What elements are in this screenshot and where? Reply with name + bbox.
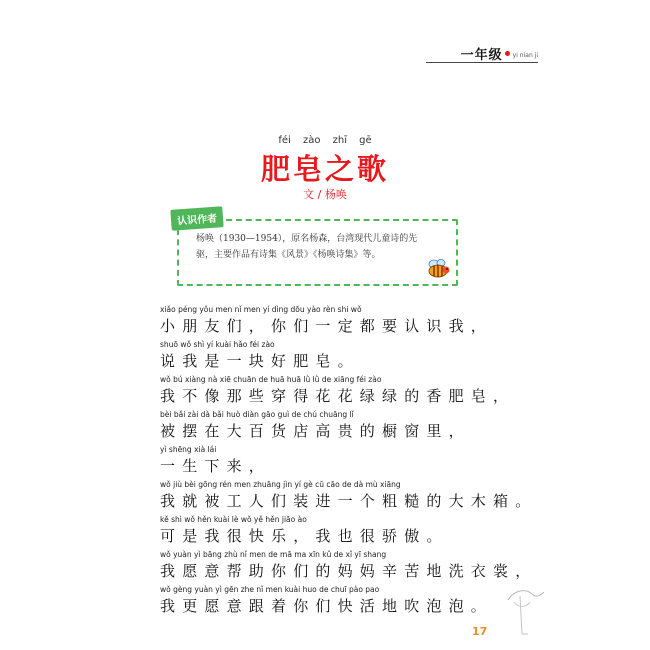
- poem-line: [160, 339, 480, 374]
- header-divider: [426, 62, 538, 63]
- poem-line: [160, 409, 480, 444]
- poem-line: [160, 374, 516, 409]
- poem-line-pinyin: bèi bǎi zài dà bǎi huò diàn gāo guì de chú chuāng lǐ: [160, 410, 354, 419]
- poem-line-pinyin: wǒ yuàn yì bāng zhù nǐ men de mā ma xīn kǔ de xǐ yī shang: [160, 550, 387, 559]
- poem-line-text: 我愿意帮助你们的妈妈辛苦地洗衣裳，: [160, 562, 538, 580]
- page-title: 肥皂之歌: [260, 152, 389, 186]
- poem-line-text: 我不像那些穿得花花绿绿的香肥皂，: [160, 387, 516, 405]
- poem-line-pinyin: wǒ gèng yuàn yì gēn zhe nǐ men kuài huo de chuī pào pao: [160, 585, 380, 594]
- grade-pinyin: yi nian ji: [512, 51, 538, 59]
- grade-header: [461, 44, 538, 63]
- author-line: 文 / 杨唤: [303, 188, 347, 201]
- page-number: 17: [472, 625, 488, 638]
- poem-line-pinyin: shuō wǒ shì yí kuài hǎo féi zào: [160, 340, 275, 349]
- poem-line: [160, 304, 494, 339]
- poem: [160, 304, 538, 619]
- poem-line-pinyin: wǒ jiù bèi gōng rén men zhuāng jìn yí gè cū cāo de dà mù xiāng: [160, 480, 401, 489]
- red-dot-icon: [505, 51, 510, 56]
- poem-line-pinyin: wǒ bú xiàng nà xiē chuān de huā huā lǜ lǜ de xiāng féi zào: [160, 375, 382, 384]
- poem-line-text: 说我是一块好肥皂。: [160, 352, 360, 370]
- poem-line-pinyin: yì shēng xià lái: [160, 445, 217, 454]
- poem-line-text: 我就被工人们装进一个粗糙的大木箱。: [160, 492, 538, 510]
- poem-line-text: 我更愿意跟着你们快活地吹泡泡。: [160, 597, 494, 615]
- poem-line: [160, 514, 480, 549]
- author-info-text: 杨唤（1930—1954），原名杨森，台湾现代儿童诗的先驱，主要作品有诗集《风景》《杨唤诗集》等。: [196, 234, 418, 260]
- title-pinyin: féi zào zhī gē: [278, 135, 372, 146]
- poem-line: [160, 444, 480, 479]
- poem-line: [160, 479, 538, 514]
- poem-line-pinyin: kě shì wǒ hěn kuài lè wǒ yě hěn jiāo ào: [160, 515, 307, 524]
- author-info-tab: 认识作者: [170, 206, 223, 231]
- grade-label: 一年级: [460, 48, 503, 63]
- bee-icon: [425, 258, 451, 280]
- poem-line-text: 被摆在大百货店高贵的橱窗里，: [160, 422, 471, 440]
- poem-line: [160, 584, 494, 619]
- poem-line-text: 小朋友们，你们一定都要认识我，: [160, 317, 494, 335]
- poem-line: [160, 549, 538, 584]
- poem-line-pinyin: xiǎo péng yǒu men nǐ men yí dìng dōu yào rèn shi wǒ: [160, 305, 362, 314]
- poem-line-text: 可是我很快乐，我也很骄傲。: [160, 527, 449, 545]
- bird-sketch-icon: [500, 578, 548, 638]
- poem-line-text: 一生下来，: [160, 457, 272, 475]
